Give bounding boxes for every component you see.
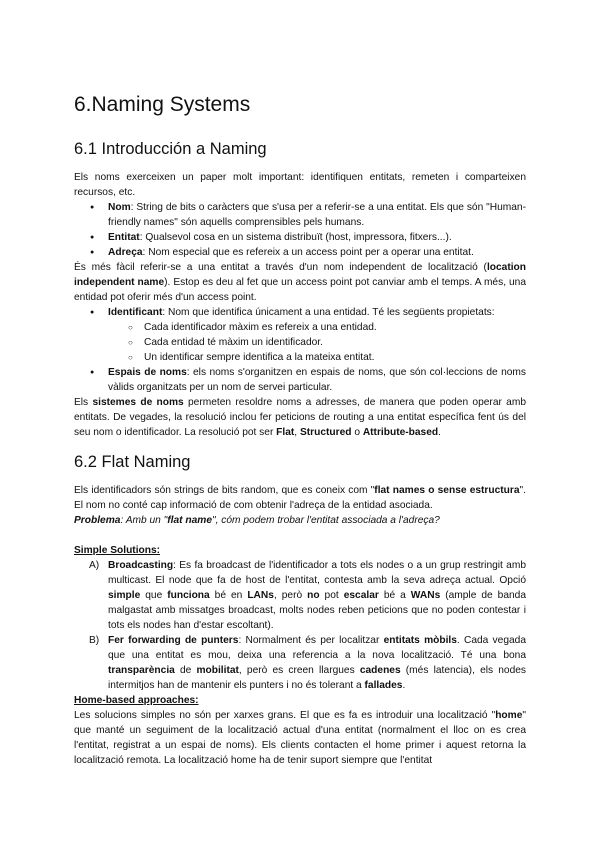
text: Home-based approaches: [74,695,199,706]
text: (més latencia), els nodes intermitjos han de mantenir els punters i no és tolerant a [108,665,526,691]
term: Attribute-based [362,427,439,438]
list-item [74,305,526,320]
section-heading-6-2: 6.2 Flat Naming [74,453,191,471]
text: Els noms exerceixen un paper molt important: identifiquen entitats, remeten i comparteixen recursos, etc. [74,172,526,198]
text: És més fàcil referir-se a una entitat a través d'un nom independent de localització ( [74,262,487,273]
text: Les solucions simples no són per xarxes grans. El que es fa es introduir una localització " [74,710,496,721]
text: o [351,427,363,438]
text: ). Estop es deu al fet que un access point pot canviar amb el temps. A més, una entidad pot oferir més d'un access point. [74,277,526,303]
term: flat names o sense estructura [374,485,520,496]
lettered-item [74,558,526,633]
term: cadenes [359,665,401,676]
text: , però es creen llargues [238,665,360,676]
paragraph [74,395,526,440]
text: Simple Solutions: [74,545,161,556]
text: : Nom que identifica únicament a una entidad. Té les següents propietats: [162,307,495,318]
section-heading-6-1: 6.1 Introducción a Naming [74,140,267,158]
text: : Nom especial que es refereix a un access point per a operar una entitat. [142,247,474,258]
text: ", cóm podem trobar l'entitat associada a l'adreça? [212,515,440,526]
term: mobilitat [196,665,239,676]
term: no [307,590,320,601]
text: : Normalment és per localitzar [238,635,384,646]
text: , [294,427,300,438]
text: permeten resoldre noms a adresses, de manera que poden operar amb entitats. De vegades, la resolució inclou fer peticions de routing a una entitat específica fent ús del seu nom o identificador. La resolució pot ser [74,397,526,438]
text: : els noms s'organitzen en espais de noms, que són col·leccions de noms vàlids organitzats per un nom de servei particular. [108,367,526,393]
text: : Es fa broadcast de l'identificador a tots els nodes o a un grup restringit amb multicast. El node que fa de host de l'entitat, contesta amb la seva adreça actual. Opció [108,560,526,586]
term: Broadcasting [108,560,174,571]
term: entitats mòbils [383,635,457,646]
text: : Amb un " [120,515,168,526]
term: escalar [343,590,379,601]
term: Entitat [108,232,140,243]
text: . Cada vegada que una entitat es mou, deixa una referencia a la nova localització. Té una bona [108,635,526,661]
list-item [74,245,526,260]
text: , però [273,590,308,601]
text: . [402,680,406,691]
list-item [74,230,526,245]
text: Els [74,397,93,408]
term: flat name [167,515,213,526]
term: Fer forwarding de punters [108,635,239,646]
page-title: 6.Naming Systems [74,93,251,116]
term: Structured [299,427,352,438]
paragraph [74,170,526,200]
sub-list-item: ○ Cada entidad té màxim un identificador. [74,335,526,350]
text: (ample de banda malgastat amb missatges broadcast, molts nodes reben peticions que no poden contestar i tots els nodes han d'estar escoltant). [108,590,526,631]
text: de [174,665,197,676]
text: " que manté un seguiment de la localització actual d'una entitat (normalment el lloc on es crea l'entitat, registrat a un espai de noms). Els clients contacten el home primer i aquest retorna la localització remota. La localització home ha de tenir suport siempre que l'entitat [74,710,526,766]
marker: B) [89,635,100,646]
term: Flat [276,427,295,438]
paragraph [74,260,526,305]
text: bé a [378,590,411,601]
list-item [74,365,526,395]
text: pot [319,590,344,601]
document-page [74,92,526,768]
term: WANs [410,590,441,601]
term: LANs [247,590,274,601]
term: transparència [108,665,175,676]
text: ". El nom no conté cap informació de com obtenir l'adreça de la entidad asociada. [74,485,526,511]
text: : Qualsevol cosa en un sistema distribuït (host, impressora, fitxers...). [139,232,452,243]
text: : String de bits o caràcters que s'usa per a referir-se a una entitat. Els que són "Human-friendly names" són aquells comprensibles pels humans. [108,202,526,228]
subheading-home-based [74,693,526,708]
text: Els identificadors són strings de bits random, que es coneix com " [74,485,375,496]
sub-list-item: ○ Un identificar sempre identifica a la mateixa entitat. [74,350,526,365]
term: Espais de noms [108,367,187,378]
text: . [438,427,441,438]
term: home [495,710,523,721]
term: funciona [167,590,210,601]
lettered-item [74,633,526,693]
term: location independent name [74,262,526,288]
term: fallades [364,680,403,691]
paragraph [74,483,526,513]
list-item [74,200,526,230]
subheading-simple-solutions [74,543,526,558]
paragraph [74,708,526,768]
term: simple [108,590,141,601]
term: Nom [108,202,131,213]
term: sistemes de noms [92,397,184,408]
text: bé en [209,590,248,601]
term: Problema [74,515,121,526]
problem-statement [74,513,526,528]
sub-list-item: ○ Cada identificador màxim es refereix a una entidad. [74,320,526,335]
text: que [140,590,168,601]
marker: A) [89,560,100,571]
term: Adreça [108,247,143,258]
term: Identificant [108,307,163,318]
